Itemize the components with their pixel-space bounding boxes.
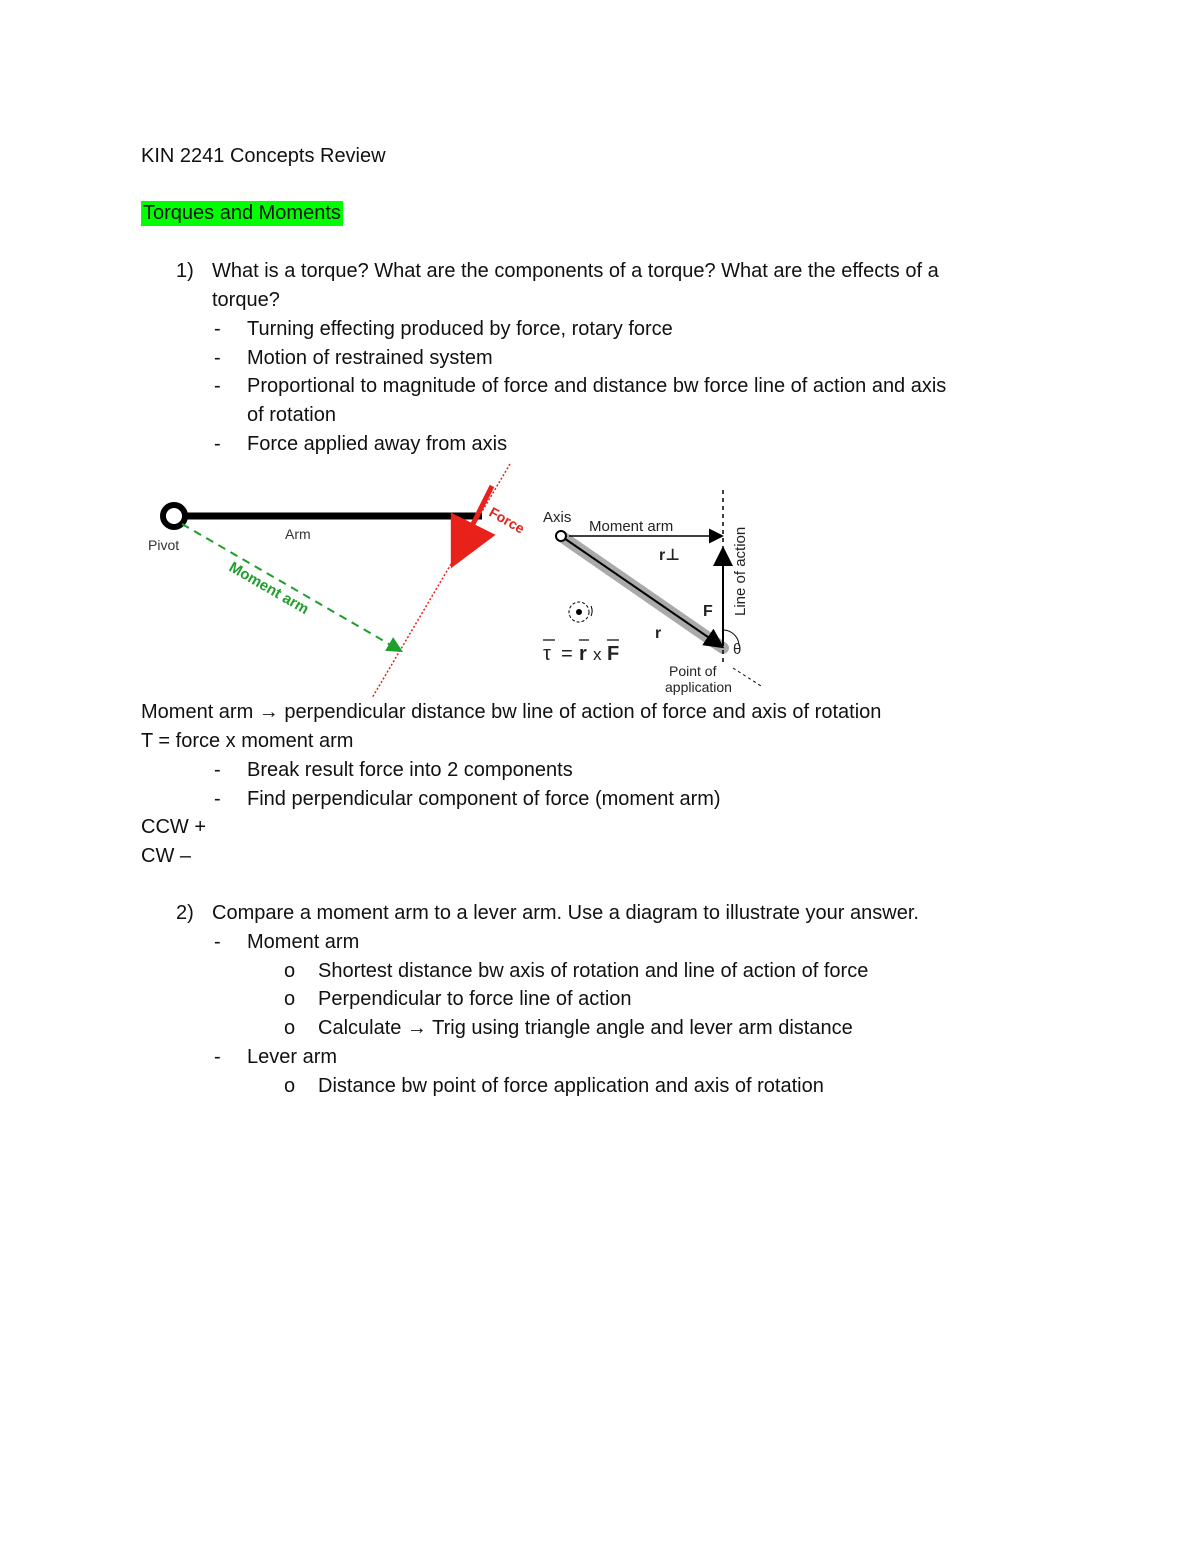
sub-bullet-circle: o	[284, 960, 296, 982]
lever-pivot-diagram	[140, 458, 528, 698]
q2-lever-sub-1: Distance bw point of force application and axis of rotation	[318, 1075, 824, 1097]
arm-label: Arm	[285, 526, 311, 542]
equation-cross: x	[593, 645, 602, 664]
after-fig-bullet-1: Break result force into 2 components	[247, 759, 573, 781]
bullet-dash: -	[214, 375, 221, 397]
after-fig-bullet-2: Find perpendicular component of force (moment arm)	[247, 788, 721, 810]
sub-bullet-circle: o	[284, 988, 296, 1010]
cw-sign: CW –	[141, 845, 191, 867]
point-of-application-label-2: application	[665, 679, 732, 695]
theta-label: θ	[733, 641, 742, 658]
axis-label: Axis	[543, 509, 572, 526]
line-of-action-label: Line of action	[732, 526, 749, 616]
equation-equals: =	[561, 643, 573, 665]
q1-number: 1)	[176, 260, 194, 282]
rotation-curl-arrow	[591, 606, 592, 616]
bullet-dash: -	[214, 931, 221, 953]
axis-point	[556, 531, 566, 541]
equation-r: r	[579, 643, 587, 665]
q1-bullet-2: Motion of restrained system	[247, 347, 493, 369]
r-perp-label: r⊥	[659, 547, 680, 564]
sub-bullet-circle: o	[284, 1017, 296, 1039]
bullet-dash: -	[214, 433, 221, 455]
force-line-of-action	[372, 464, 510, 698]
q2-moment-sub-3: Calculate → Trig using triangle angle and lever arm distance	[318, 1017, 853, 1039]
q1-bullet-3-cont: of rotation	[247, 404, 336, 426]
moment-arm-dashed-arrow	[182, 524, 396, 648]
point-of-application-label-1: Point of	[669, 663, 717, 679]
r-vector-label: r	[655, 625, 662, 642]
rotation-dot	[576, 609, 582, 615]
bullet-dash: -	[214, 1046, 221, 1068]
torque-vector-diagram	[535, 488, 770, 698]
q1-bullet-3: Proportional to magnitude of force and distance bw force line of action and axis	[247, 375, 947, 397]
r-vector-arrow	[561, 536, 721, 646]
force-vector-label: F	[703, 603, 713, 620]
q2-bullet-lever-arm: Lever arm	[247, 1046, 338, 1068]
q1-bullet-4: Force applied away from axis	[247, 433, 508, 455]
q1-text-line2: torque?	[212, 289, 280, 311]
equation-tau: τ	[543, 643, 551, 665]
q2-moment-sub-1: Shortest distance bw axis of rotation and line of action of force	[318, 960, 869, 982]
q2-bullet-moment-arm: Moment arm	[247, 931, 360, 953]
force-label: Force	[486, 503, 528, 537]
bullet-dash: -	[214, 788, 221, 810]
ccw-sign: CCW +	[141, 816, 206, 838]
moment-arm-label-right: Moment arm	[589, 518, 674, 535]
point-of-application-leader	[733, 668, 761, 686]
bullet-dash: -	[214, 347, 221, 369]
pivot-circle	[163, 505, 185, 527]
section-heading	[141, 200, 343, 226]
q2-number: 2)	[176, 902, 194, 924]
document-title: KIN 2241 Concepts Review	[141, 145, 386, 167]
equation-F: F	[607, 643, 620, 665]
torque-formula: T = force x moment arm	[141, 730, 354, 752]
q2-moment-sub-2: Perpendicular to force line of action	[318, 988, 632, 1010]
bullet-dash: -	[214, 318, 221, 340]
bullet-dash: -	[214, 759, 221, 781]
sub-bullet-circle: o	[284, 1075, 296, 1097]
q2-text: Compare a moment arm to a lever arm. Use a diagram to illustrate your answer.	[212, 902, 919, 924]
section-heading-highlight: Torques and Moments	[143, 202, 341, 224]
moment-arm-definition: Moment arm → perpendicular distance bw line of action of force and axis of rotation	[141, 701, 882, 723]
q1-bullet-1: Turning effecting produced by force, rotary force	[247, 318, 673, 340]
moment-arm-label: Moment arm	[226, 558, 312, 619]
pivot-label: Pivot	[148, 537, 180, 553]
q1-text-line1: What is a torque? What are the components of a torque? What are the effects of a	[212, 260, 939, 282]
